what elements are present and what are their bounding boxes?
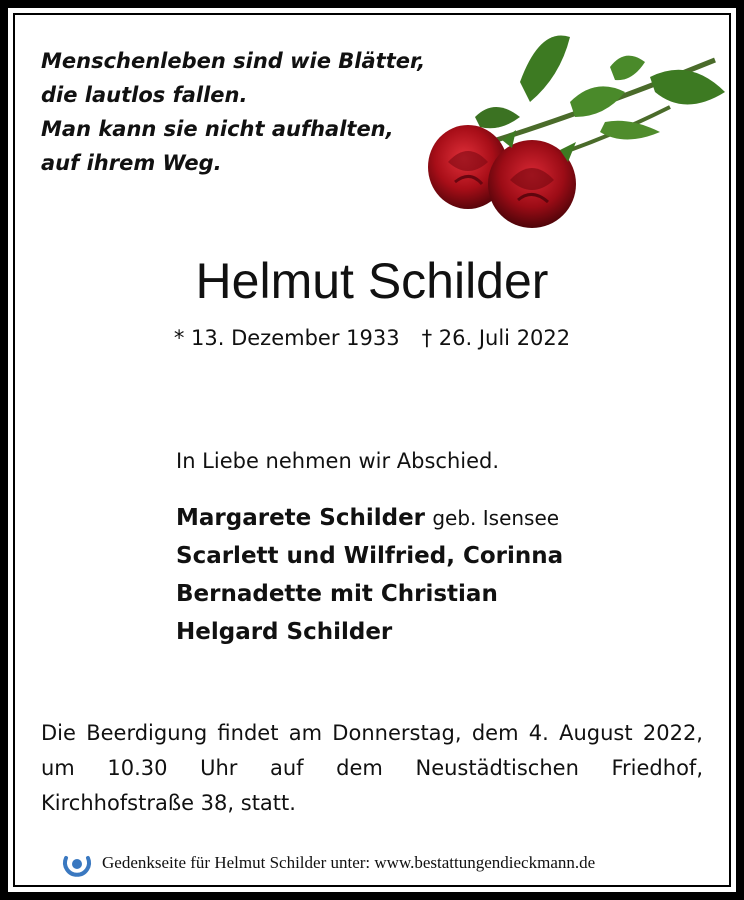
footer: [60, 846, 595, 880]
mourner-line: Scarlett und Wilfried, Corinna: [176, 543, 564, 569]
funeral-notice: Die Beerdigung findet am Donnerstag, dem 4. August 2022, um 10.30 Uhr auf dem Neustädtischen Friedhof, Kirchhofstraße 38, statt.: [41, 721, 703, 815]
poem-line: Man kann sie nicht aufhalten,: [41, 117, 394, 141]
footer-text: Gedenkseite für Helmut Schilder unter: www.bestattungendieckmann.de: [102, 853, 596, 872]
poem-line: auf ihrem Weg.: [41, 151, 222, 175]
poem-line: die lautlos fallen.: [41, 83, 248, 107]
roses-image: [420, 22, 730, 262]
mourner-line: Bernadette mit Christian: [176, 581, 498, 607]
birth-date: * 13. Dezember 1933: [173, 326, 400, 350]
death-date: † 26. Juli 2022: [421, 326, 571, 350]
mourner-name: Margarete Schilder: [176, 505, 426, 531]
deceased-name: Helmut Schilder: [195, 253, 549, 309]
poem-line: Menschenleben sind wie Blätter,: [41, 49, 426, 73]
maiden-name: geb. Isensee: [432, 506, 560, 530]
mourner-line: [176, 499, 563, 537]
poem: [41, 44, 425, 180]
farewell-text: In Liebe nehmen wir Abschied.: [176, 449, 500, 473]
mourner-line: Helgard Schilder: [176, 619, 393, 645]
memorial-logo-icon: [60, 846, 94, 880]
life-dates: [0, 326, 744, 350]
mourners-list: [176, 499, 563, 651]
